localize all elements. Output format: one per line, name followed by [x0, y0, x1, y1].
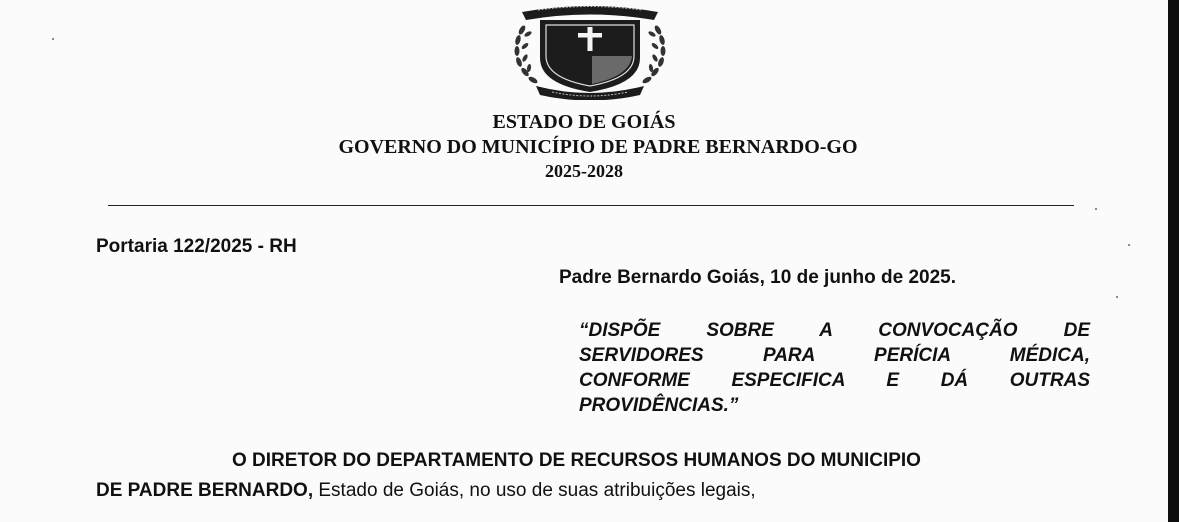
header-state: ESTADO DE GOIÁS: [492, 111, 676, 133]
ementa: [579, 318, 1090, 418]
crest-top-banner: [522, 6, 658, 20]
speck: [52, 38, 54, 40]
laurel-left: [514, 24, 538, 84]
speck: [1095, 208, 1097, 210]
header-government: GOVERNO DO MUNICÍPIO DE PADRE BERNARDO-GO: [338, 136, 858, 158]
speck: [1128, 244, 1130, 246]
scan-edge: [1168, 0, 1179, 522]
municipal-crest: [508, 0, 672, 100]
header-divider: [108, 205, 1074, 206]
speck: [1116, 296, 1118, 298]
laurel-right: [641, 24, 665, 84]
preamble-line-1: O DIRETOR DO DEPARTAMENTO DE RECURSOS HUMANOS DO MUNICIPIO: [232, 450, 921, 471]
portaria-number: Portaria 122/2025 - RH: [96, 236, 297, 257]
ementa-line: SERVIDORES PARA PERÍCIA MÉDICA,: [579, 345, 1090, 366]
ementa-line: CONFORME ESPECIFICA E DÁ OUTRAS: [579, 370, 1090, 391]
dateline: Padre Bernardo Goiás, 10 de junho de 2025.: [559, 267, 957, 288]
ementa-line: PROVIDÊNCIAS.”: [579, 395, 739, 416]
preamble-municipality: DE PADRE BERNARDO,: [96, 480, 314, 501]
preamble-rest: Estado de Goiás, no uso de suas atribuições legais,: [313, 480, 756, 501]
preamble-line-2: [96, 476, 1090, 506]
preamble-paragraph: [96, 446, 1090, 506]
header-term: 2025-2028: [545, 161, 623, 181]
ementa-line: “DISPÕE SOBRE A CONVOCAÇÃO DE: [579, 320, 1090, 341]
